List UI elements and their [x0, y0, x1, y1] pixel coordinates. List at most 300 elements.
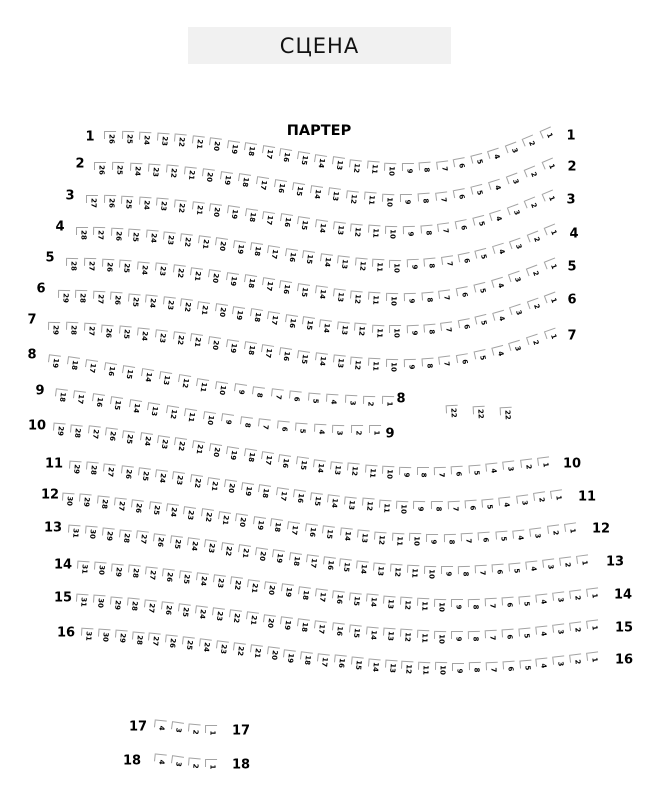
seat[interactable] — [436, 662, 447, 677]
seat[interactable] — [74, 391, 87, 407]
seat[interactable] — [284, 649, 297, 665]
seat[interactable] — [204, 540, 217, 556]
seat[interactable] — [320, 253, 333, 269]
seat[interactable] — [530, 527, 543, 543]
seat[interactable] — [374, 562, 386, 578]
seat[interactable] — [138, 467, 151, 483]
seat[interactable] — [315, 352, 328, 368]
seat[interactable] — [490, 210, 505, 228]
seat[interactable] — [543, 189, 559, 207]
seat[interactable] — [212, 607, 225, 623]
seat[interactable] — [337, 255, 350, 271]
seat[interactable] — [140, 132, 152, 148]
seat[interactable] — [526, 561, 539, 577]
seat[interactable] — [221, 542, 234, 558]
seat[interactable] — [548, 525, 561, 541]
seat[interactable] — [159, 371, 172, 388]
seat[interactable] — [235, 513, 248, 529]
seat[interactable] — [437, 160, 450, 176]
seat[interactable] — [244, 342, 257, 359]
seat[interactable] — [221, 414, 234, 430]
seat[interactable] — [542, 157, 558, 175]
seat[interactable] — [425, 258, 437, 274]
seat[interactable] — [560, 557, 573, 573]
seat[interactable] — [502, 629, 514, 645]
seat[interactable] — [67, 258, 78, 273]
seat[interactable] — [213, 575, 226, 591]
seat[interactable] — [166, 165, 178, 181]
seat[interactable] — [332, 157, 345, 173]
seat[interactable] — [192, 136, 205, 152]
seat[interactable] — [404, 226, 415, 241]
seat[interactable] — [315, 286, 328, 302]
seat[interactable] — [400, 629, 412, 645]
seat[interactable] — [368, 658, 380, 674]
seat[interactable] — [77, 594, 89, 610]
seat[interactable] — [551, 489, 564, 505]
seat[interactable] — [520, 659, 532, 675]
seat[interactable] — [141, 368, 154, 385]
seat[interactable] — [407, 259, 419, 274]
seat[interactable] — [503, 597, 515, 613]
seat[interactable] — [68, 525, 80, 541]
seat[interactable] — [199, 638, 212, 654]
seat[interactable] — [220, 171, 233, 187]
seat[interactable] — [255, 547, 268, 563]
seat[interactable] — [290, 391, 302, 407]
seat[interactable] — [315, 588, 328, 604]
seat[interactable] — [375, 531, 387, 547]
seat[interactable] — [127, 598, 139, 614]
seat[interactable] — [195, 605, 208, 621]
seat[interactable] — [454, 157, 468, 174]
seat[interactable] — [364, 192, 376, 208]
seat[interactable] — [297, 350, 310, 366]
seat[interactable] — [486, 598, 498, 613]
seat[interactable] — [553, 592, 566, 608]
seat[interactable] — [128, 565, 140, 581]
seat[interactable] — [492, 277, 507, 295]
seat[interactable] — [119, 326, 131, 342]
seat[interactable] — [457, 353, 470, 370]
seat[interactable] — [500, 496, 513, 512]
seat[interactable] — [317, 653, 330, 669]
seat[interactable] — [570, 622, 583, 638]
seat[interactable] — [327, 494, 340, 510]
seat[interactable] — [297, 216, 310, 232]
seat[interactable] — [270, 519, 283, 535]
seat[interactable] — [383, 396, 394, 411]
seat[interactable] — [355, 323, 367, 339]
seat[interactable] — [540, 126, 556, 144]
seat[interactable] — [417, 630, 429, 645]
seat[interactable] — [390, 260, 401, 275]
seat[interactable] — [163, 296, 176, 312]
seat[interactable] — [121, 465, 134, 481]
seat[interactable] — [181, 233, 194, 249]
seat[interactable] — [439, 356, 452, 372]
seat[interactable] — [226, 272, 239, 288]
seat[interactable] — [314, 424, 326, 440]
seat[interactable] — [196, 378, 209, 395]
seat[interactable] — [527, 298, 542, 316]
seat[interactable] — [476, 314, 490, 331]
seat[interactable] — [80, 494, 92, 510]
seat[interactable] — [111, 292, 123, 308]
seat[interactable] — [296, 422, 308, 438]
seat[interactable] — [387, 359, 398, 374]
seat[interactable] — [310, 185, 323, 201]
seat[interactable] — [122, 430, 135, 446]
seat[interactable] — [280, 616, 293, 632]
seat[interactable] — [136, 531, 149, 547]
seat[interactable] — [327, 394, 339, 410]
seat[interactable] — [137, 261, 149, 277]
seat[interactable] — [565, 522, 578, 538]
seat[interactable] — [427, 534, 438, 549]
seat[interactable] — [85, 526, 97, 542]
seat[interactable] — [422, 291, 434, 307]
seat[interactable] — [436, 191, 449, 207]
seat[interactable] — [337, 321, 350, 337]
seat[interactable] — [587, 619, 600, 635]
seat[interactable] — [485, 630, 497, 645]
seat[interactable] — [192, 201, 205, 217]
seat[interactable] — [215, 381, 228, 398]
seat[interactable] — [230, 577, 243, 593]
seat[interactable] — [444, 534, 455, 549]
seat[interactable] — [292, 182, 305, 199]
seat[interactable] — [486, 463, 498, 479]
seat[interactable] — [209, 138, 222, 154]
seat[interactable] — [153, 533, 166, 549]
seat[interactable] — [383, 595, 395, 611]
seat[interactable] — [509, 339, 524, 357]
seat[interactable] — [190, 267, 203, 283]
seat[interactable] — [333, 355, 346, 371]
seat[interactable] — [525, 197, 541, 215]
seat[interactable] — [383, 193, 395, 208]
seat[interactable] — [287, 521, 300, 537]
seat[interactable] — [297, 283, 310, 299]
seat[interactable] — [587, 651, 600, 667]
seat[interactable] — [104, 195, 115, 210]
seat[interactable] — [157, 133, 169, 149]
seat[interactable] — [244, 143, 257, 160]
seat[interactable] — [351, 290, 363, 306]
seat[interactable] — [537, 657, 549, 673]
seat[interactable] — [48, 354, 61, 370]
seat[interactable] — [104, 463, 116, 479]
seat[interactable] — [369, 292, 381, 308]
seat[interactable] — [272, 550, 285, 566]
seat[interactable] — [173, 331, 186, 347]
seat[interactable] — [465, 499, 477, 515]
seat[interactable] — [351, 657, 363, 673]
seat[interactable] — [503, 661, 515, 677]
seat[interactable] — [408, 565, 420, 581]
seat[interactable] — [66, 322, 78, 337]
seat[interactable] — [300, 651, 313, 667]
seat[interactable] — [77, 227, 88, 242]
seat[interactable] — [244, 275, 257, 292]
seat[interactable] — [587, 587, 600, 603]
seat[interactable] — [215, 303, 228, 319]
seat[interactable] — [357, 530, 369, 546]
seat[interactable] — [435, 598, 446, 613]
seat[interactable] — [425, 565, 436, 580]
seat[interactable] — [392, 532, 404, 548]
seat[interactable] — [243, 449, 256, 466]
seat[interactable] — [365, 464, 377, 480]
seat[interactable] — [280, 214, 293, 231]
seat[interactable] — [469, 598, 480, 613]
seat[interactable] — [459, 318, 473, 335]
seat[interactable] — [157, 198, 169, 214]
seat[interactable] — [401, 597, 413, 613]
seat[interactable] — [256, 176, 269, 193]
seat[interactable] — [452, 466, 464, 482]
seat[interactable] — [513, 529, 525, 545]
seat[interactable] — [521, 459, 534, 475]
seat[interactable] — [349, 592, 362, 608]
seat[interactable] — [229, 610, 242, 626]
seat[interactable] — [111, 563, 123, 579]
seat[interactable] — [78, 561, 90, 577]
seat[interactable] — [297, 151, 310, 168]
seat[interactable] — [346, 190, 359, 206]
seat[interactable] — [509, 271, 524, 289]
seat[interactable] — [234, 384, 247, 400]
seat[interactable] — [208, 336, 221, 352]
seat[interactable] — [486, 662, 498, 677]
seat[interactable] — [387, 293, 398, 308]
seat[interactable] — [206, 759, 217, 774]
seat[interactable] — [240, 416, 253, 432]
seat[interactable] — [298, 586, 311, 602]
seat[interactable] — [366, 626, 378, 642]
seat[interactable] — [488, 147, 503, 165]
seat[interactable] — [366, 594, 378, 610]
seat[interactable] — [330, 461, 343, 477]
seat[interactable] — [351, 223, 363, 239]
seat[interactable] — [94, 562, 106, 578]
seat[interactable] — [180, 299, 193, 315]
seat[interactable] — [178, 603, 191, 619]
seat[interactable] — [328, 188, 341, 204]
seat[interactable] — [525, 165, 541, 183]
seat[interactable] — [447, 405, 459, 421]
seat[interactable] — [510, 237, 525, 255]
seat[interactable] — [196, 572, 209, 588]
seat[interactable] — [397, 500, 409, 515]
seat[interactable] — [140, 432, 153, 448]
seat[interactable] — [315, 219, 328, 235]
seat[interactable] — [452, 599, 463, 614]
seat[interactable] — [82, 628, 94, 644]
seat[interactable] — [553, 656, 566, 672]
seat[interactable] — [545, 223, 561, 241]
seat[interactable] — [281, 584, 294, 600]
seat[interactable] — [536, 594, 548, 610]
seat[interactable] — [258, 485, 271, 501]
seat[interactable] — [131, 163, 143, 179]
seat[interactable] — [85, 258, 96, 273]
seat[interactable] — [346, 395, 358, 410]
seat[interactable] — [233, 643, 246, 659]
seat[interactable] — [473, 215, 487, 232]
seat[interactable] — [420, 162, 432, 178]
seat[interactable] — [161, 601, 174, 617]
seat[interactable] — [492, 345, 506, 362]
seat[interactable] — [414, 501, 425, 516]
seat[interactable] — [154, 753, 167, 769]
seat[interactable] — [362, 498, 374, 514]
seat[interactable] — [418, 598, 430, 613]
seat[interactable] — [367, 161, 379, 177]
seat[interactable] — [322, 526, 335, 542]
seat[interactable] — [87, 462, 99, 478]
seat[interactable] — [340, 559, 353, 575]
seat[interactable] — [88, 426, 101, 442]
seat[interactable] — [87, 195, 98, 210]
seat[interactable] — [104, 362, 117, 379]
seat[interactable] — [545, 328, 560, 346]
seat[interactable] — [418, 467, 429, 482]
seat[interactable] — [146, 230, 158, 246]
seat[interactable] — [119, 529, 132, 545]
seat[interactable] — [132, 631, 144, 647]
seat[interactable] — [179, 570, 192, 586]
seat[interactable] — [383, 628, 395, 644]
seat[interactable] — [274, 179, 287, 196]
seat[interactable] — [267, 647, 280, 663]
seat[interactable] — [174, 437, 187, 454]
seat[interactable] — [184, 408, 197, 425]
seat[interactable] — [113, 162, 124, 177]
seat[interactable] — [71, 424, 83, 440]
seat[interactable] — [84, 323, 96, 339]
seat[interactable] — [527, 231, 543, 249]
seat[interactable] — [493, 310, 508, 327]
seat[interactable] — [93, 291, 105, 307]
seat[interactable] — [474, 282, 488, 299]
seat[interactable] — [424, 323, 436, 339]
seat[interactable] — [355, 257, 367, 273]
seat[interactable] — [262, 211, 275, 228]
seat[interactable] — [173, 265, 186, 281]
seat[interactable] — [206, 725, 217, 740]
seat[interactable] — [323, 557, 336, 573]
seat[interactable] — [147, 402, 160, 419]
seat[interactable] — [570, 590, 583, 606]
seat[interactable] — [208, 269, 221, 285]
seat[interactable] — [246, 612, 259, 628]
seat[interactable] — [277, 421, 289, 437]
seat[interactable] — [95, 162, 106, 177]
seat[interactable] — [49, 322, 60, 337]
seat[interactable] — [519, 627, 531, 643]
seat[interactable] — [226, 446, 239, 463]
seat[interactable] — [545, 292, 561, 310]
seat[interactable] — [474, 406, 486, 422]
seat[interactable] — [102, 259, 114, 275]
seat[interactable] — [289, 552, 302, 568]
seat[interactable] — [154, 719, 167, 735]
seat[interactable] — [357, 561, 369, 577]
seat[interactable] — [401, 194, 412, 209]
seat[interactable] — [174, 134, 186, 150]
seat[interactable] — [261, 451, 274, 468]
seat[interactable] — [85, 359, 98, 375]
seat[interactable] — [110, 396, 123, 412]
seat[interactable] — [431, 501, 442, 516]
seat[interactable] — [435, 466, 446, 481]
seat[interactable] — [218, 511, 231, 527]
seat[interactable] — [166, 504, 179, 520]
seat[interactable] — [508, 204, 524, 222]
seat[interactable] — [493, 243, 508, 261]
seat[interactable] — [114, 497, 127, 513]
seat[interactable] — [310, 492, 323, 508]
seat[interactable] — [171, 756, 184, 772]
seat[interactable] — [261, 344, 274, 361]
seat[interactable] — [250, 243, 263, 260]
seat[interactable] — [264, 581, 277, 597]
seat[interactable] — [332, 623, 345, 639]
seat[interactable] — [111, 228, 123, 244]
seat[interactable] — [421, 225, 433, 241]
seat[interactable] — [238, 174, 251, 190]
seat[interactable] — [536, 626, 548, 642]
seat[interactable] — [59, 290, 70, 305]
seat[interactable] — [298, 619, 311, 635]
seat[interactable] — [308, 393, 320, 409]
seat[interactable] — [227, 206, 240, 222]
seat[interactable] — [523, 134, 539, 152]
seat[interactable] — [120, 260, 132, 276]
seat[interactable] — [470, 662, 481, 677]
seat[interactable] — [285, 248, 298, 265]
seat[interactable] — [454, 188, 468, 205]
seat[interactable] — [385, 660, 397, 676]
seat[interactable] — [372, 324, 384, 340]
seat[interactable] — [105, 131, 116, 146]
seat[interactable] — [224, 479, 237, 495]
seat[interactable] — [102, 527, 114, 543]
seat[interactable] — [333, 424, 344, 439]
seat[interactable] — [405, 292, 416, 307]
seat[interactable] — [441, 321, 454, 337]
seat[interactable] — [279, 280, 292, 297]
seat[interactable] — [166, 635, 179, 651]
seat[interactable] — [534, 492, 547, 508]
seat[interactable] — [226, 339, 239, 356]
seat[interactable] — [302, 317, 315, 333]
seat[interactable] — [132, 499, 145, 515]
seat[interactable] — [403, 163, 414, 178]
seat[interactable] — [296, 457, 309, 473]
seat[interactable] — [501, 407, 513, 423]
seat[interactable] — [419, 193, 431, 209]
seat[interactable] — [94, 227, 105, 242]
seat[interactable] — [452, 631, 463, 646]
seat[interactable] — [238, 545, 251, 561]
seat[interactable] — [476, 248, 490, 265]
seat[interactable] — [527, 264, 543, 282]
seat[interactable] — [348, 463, 360, 479]
seat[interactable] — [55, 388, 68, 404]
